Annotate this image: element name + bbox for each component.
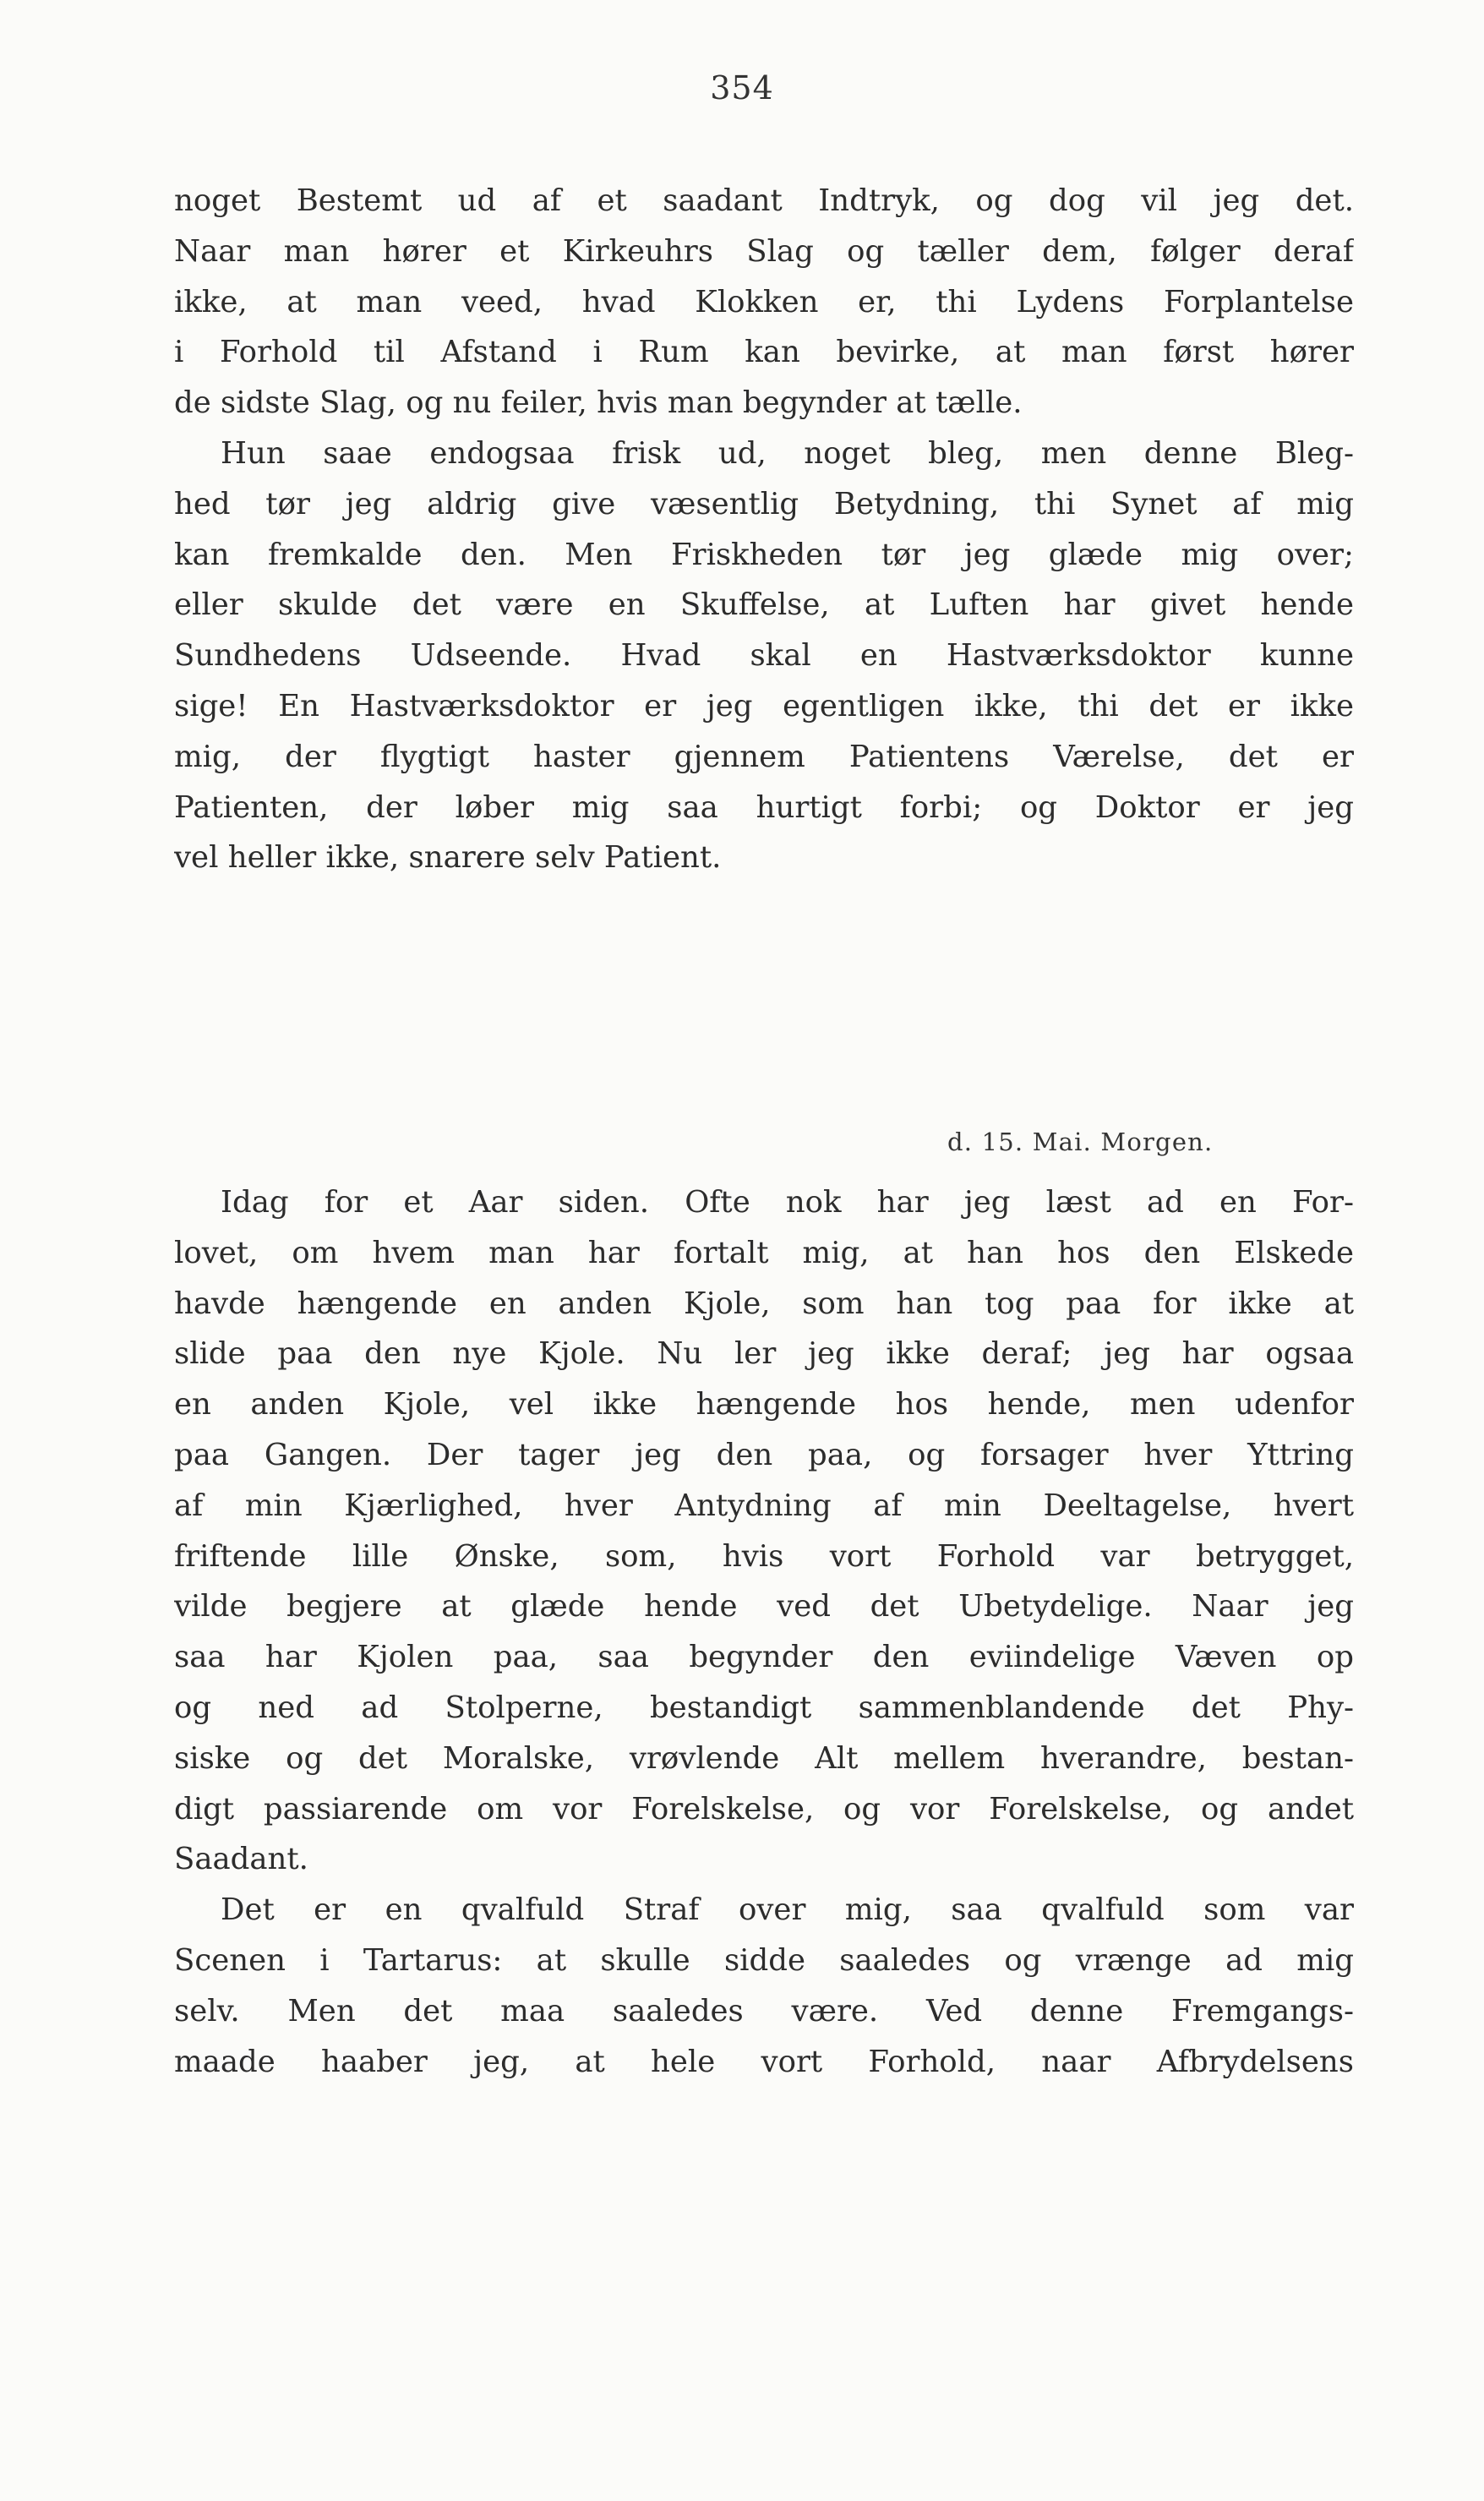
text-line: Sundhedens Udseende. Hvad skal en Hastværksdoktor kunne: [174, 638, 1354, 674]
text-line: paa Gangen. Der tager jeg den paa, og forsager hver Yttring: [174, 1437, 1354, 1472]
text-line: selv. Men det maa saaledes være. Ved denne Fremgangs-: [174, 1993, 1354, 2029]
text-line: slide paa den nye Kjole. Nu ler jeg ikke deraf; jeg har ogsaa: [174, 1336, 1354, 1372]
text-line: i Forhold til Afstand i Rum kan bevirke, at man først hører: [174, 335, 1354, 370]
text-line: saa har Kjolen paa, saa begynder den eviindelige Væven op: [174, 1640, 1354, 1675]
text-line: af min Kjærlighed, hver Antydning af min Deeltagelse, hvert: [174, 1488, 1354, 1523]
text-line: Naar man hører et Kirkeuhrs Slag og tæller dem, følger deraf: [174, 233, 1354, 269]
text-line: Patienten, der løber mig saa hurtigt forbi; og Doktor er jeg: [174, 789, 1354, 825]
text-line: havde hængende en anden Kjole, som han tog paa for ikke at: [174, 1286, 1354, 1321]
text-line: kan fremkalde den. Men Friskheden tør jeg glæde mig over;: [174, 537, 1354, 572]
text-line: en anden Kjole, vel ikke hængende hos hende, men udenfor: [174, 1387, 1354, 1423]
text-line: sige! En Hastværksdoktor er jeg egentligen ikke, thi det er ikke: [174, 688, 1354, 724]
text-line: Det er en qvalfuld Straf over mig, saa qvalfuld som var: [221, 1892, 1354, 1928]
text-line: siske og det Moralske, vrøvlende Alt mellem hverandre, bestan-: [174, 1740, 1354, 1776]
text-line: lovet, om hvem man har fortalt mig, at han hos den Elskede: [174, 1235, 1354, 1270]
text-line: Saadant.: [174, 1842, 308, 1877]
text-line: Hun saae endogsaa frisk ud, noget bleg, men denne Bleg-: [221, 435, 1354, 471]
page-number: 354: [710, 69, 774, 106]
text-line: Idag for et Aar siden. Ofte nok har jeg læst ad en For-: [221, 1185, 1354, 1220]
text-line: digt passiarende om vor Forelskelse, og vor Forelskelse, og andet: [174, 1791, 1354, 1827]
text-line: vel heller ikke, snarere selv Patient.: [174, 840, 722, 876]
entry-dateline: d. 15. Mai. Morgen.: [947, 1128, 1214, 1156]
text-line: noget Bestemt ud af et saadant Indtryk, og dog vil jeg det.: [174, 183, 1354, 218]
text-line: mig, der flygtigt haster gjennem Patientens Værelse, det er: [174, 739, 1354, 774]
text-line: friftende lille Ønske, som, hvis vort Forhold var betrygget,: [174, 1538, 1354, 1574]
text-section-2: [174, 1177, 1354, 2087]
text-section-1: [174, 176, 1354, 883]
text-line: de sidste Slag, og nu feiler, hvis man begynder at tælle.: [174, 385, 1023, 421]
text-line: Scenen i Tartarus: at skulle sidde saaledes og vrænge ad mig: [174, 1942, 1354, 1978]
text-line: maade haaber jeg, at hele vort Forhold, naar Afbrydelsens: [174, 2044, 1354, 2079]
text-line: og ned ad Stolperne, bestandigt sammenblandende det Phy-: [174, 1690, 1354, 1725]
text-line: hed tør jeg aldrig give væsentlig Betydning, thi Synet af mig: [174, 486, 1354, 521]
text-line: ikke, at man veed, hvad Klokken er, thi Lydens Forplantelse: [174, 284, 1354, 319]
text-line: eller skulde det være en Skuffelse, at Luften har givet hende: [174, 587, 1354, 623]
text-line: vilde begjere at glæde hende ved det Ubetydelige. Naar jeg: [174, 1589, 1354, 1625]
